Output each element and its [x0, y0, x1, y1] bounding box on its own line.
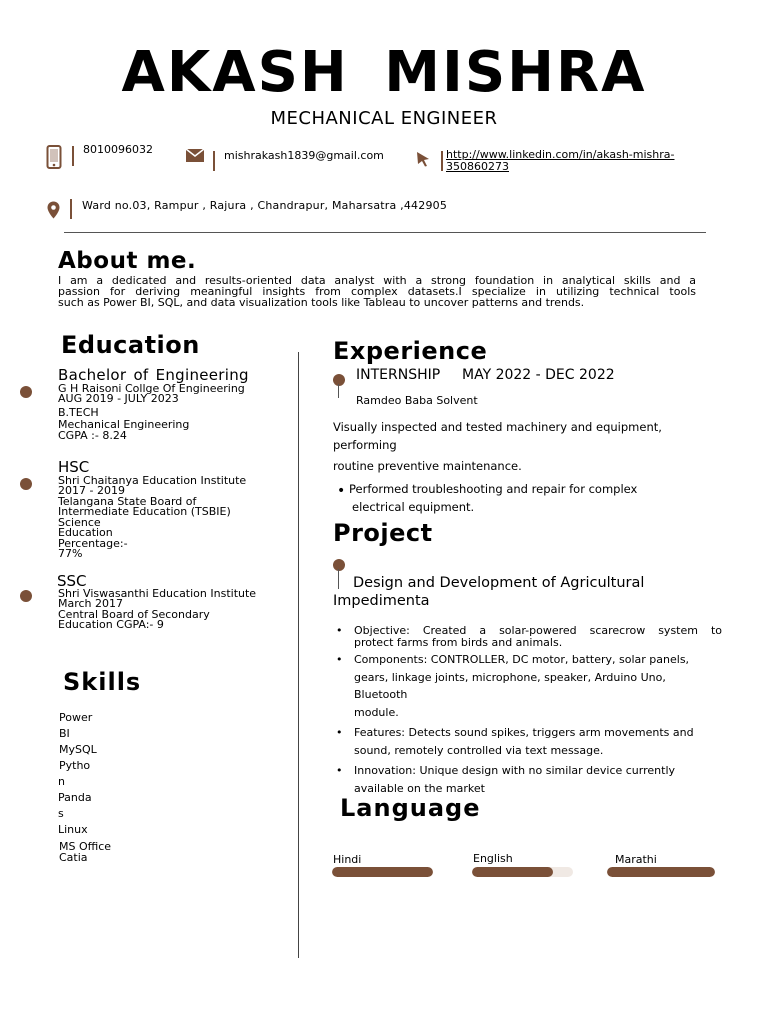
education-detail: 77% — [58, 547, 83, 560]
contact-divider — [70, 199, 72, 219]
timeline-dot — [20, 386, 32, 398]
linkedin-link[interactable] — [446, 149, 674, 173]
language-name: Marathi — [615, 853, 657, 866]
phone-number[interactable]: 8010096032 — [83, 143, 153, 156]
education-heading: Education — [61, 331, 200, 359]
education-detail: Intermediate Education (TSBIE) — [58, 505, 231, 518]
language-level-fill — [607, 867, 715, 877]
column-divider — [298, 352, 299, 958]
project-title: Design and Development of Agricultural — [353, 575, 645, 591]
timeline-dot — [333, 374, 345, 386]
education-degree: SSC — [57, 572, 87, 590]
education-detail: Percentage:- — [58, 537, 128, 550]
education-detail: B.TECH — [58, 406, 99, 419]
skills-heading: Skills — [63, 668, 142, 696]
language-level-bar — [332, 867, 433, 877]
skill-item: Linux — [58, 823, 88, 836]
education-detail: 2017 - 2019 — [58, 484, 125, 497]
linkedin-link-line2[interactable]: 350860273 — [446, 160, 509, 173]
education-detail: CGPA :- 8.24 — [58, 429, 127, 442]
experience-heading: Experience — [333, 337, 488, 365]
language-level-bar — [607, 867, 715, 877]
timeline-dot — [20, 478, 32, 490]
email-address[interactable]: mishrakash1839@gmail.com — [224, 149, 384, 162]
language-name: English — [473, 852, 513, 865]
list-item: • Features: Detects sound spikes, triggers arm movements and sound, remotely controlled via text message. — [334, 724, 722, 759]
language-level-fill — [332, 867, 433, 877]
header-divider — [64, 232, 706, 233]
location-pin-icon — [47, 201, 60, 223]
education-detail: Telangana State Board of — [58, 495, 197, 508]
skill-item: Catia — [59, 851, 88, 864]
timeline-line — [338, 569, 339, 589]
education-detail: Education CGPA:- 9 — [58, 618, 164, 631]
experience-company: Ramdeo Baba Solvent — [356, 394, 478, 407]
skill-item: n — [58, 775, 65, 788]
list-item: • Objective: Created a solar-powered scarecrow system to protect farms from birds and animals. — [334, 625, 722, 649]
skill-item: MS Office — [59, 840, 112, 853]
education-detail: AUG 2019 - JULY 2023 — [58, 392, 179, 405]
timeline-dot — [333, 559, 345, 571]
experience-bullet: Performed troubleshooting and repair for complex — [349, 482, 638, 496]
about-line: passion for deriving meaningful insights from complex datasets.I specialize in utilizing technical tools — [58, 285, 696, 298]
language-level-bar — [472, 867, 573, 877]
education-degree: HSC — [58, 458, 90, 476]
education-detail: Shri Chaitanya Education Institute — [58, 474, 247, 487]
mail-icon — [186, 147, 204, 166]
education-detail: Shri Viswasanthi Education Institute — [58, 587, 257, 600]
skill-item: Panda — [58, 791, 92, 804]
experience-description: routine preventive maintenance. — [333, 459, 522, 473]
about-line: such as Power BI, SQL, and data visualization tools like Tableau to uncover patterns and trends. — [58, 296, 585, 309]
education-detail: Science — [58, 516, 101, 529]
skill-item: MySQL — [59, 743, 97, 756]
experience-description: performing — [333, 438, 397, 452]
cursor-icon — [416, 151, 430, 171]
education-detail: Mechanical Engineering — [58, 418, 190, 431]
skill-item: BI — [59, 727, 70, 740]
phone-icon — [46, 145, 62, 173]
experience-role: INTERNSHIP — [356, 367, 441, 383]
language-heading: Language — [340, 794, 481, 822]
candidate-name: AKASH MISHRA — [121, 40, 647, 105]
list-item: • Innovation: Unique design with no similar device currently available on the market — [334, 762, 722, 797]
skill-item: Power — [59, 711, 93, 724]
list-item: • Components: CONTROLLER, DC motor, battery, solar panels, gears, linkage joints, microphone, speaker, Arduino Uno, Bluetooth module. — [334, 651, 722, 721]
linkedin-link-line1[interactable]: http://www.linkedin.com/in/akash-mishra- — [446, 148, 675, 161]
experience-bullet: electrical equipment. — [352, 500, 475, 514]
timeline-dot — [20, 590, 32, 602]
address: Ward no.03, Rampur , Rajura , Chandrapur, Maharsatra ,442905 — [82, 199, 448, 212]
project-bullets — [334, 625, 722, 797]
project-title: Impedimenta — [333, 593, 430, 609]
about-line: I am a dedicated and results-oriented data analyst with a strong foundation in analytical skills and a — [58, 274, 696, 287]
education-detail: Education — [58, 526, 113, 539]
project-heading: Project — [333, 519, 433, 547]
education-detail: March 2017 — [58, 597, 124, 610]
experience-dates: MAY 2022 - DEC 2022 — [462, 367, 615, 383]
language-name: Hindi — [333, 853, 362, 866]
education-detail: G H Raisoni Collge Of Engineering — [58, 382, 245, 395]
contact-divider — [441, 151, 443, 171]
education-degree: Bachelor of Engineering — [58, 366, 249, 384]
bullet-dot: • — [337, 483, 346, 499]
about-heading: About me. — [58, 248, 197, 274]
timeline-line — [338, 384, 339, 398]
skill-item: s — [58, 807, 64, 820]
language-level-fill — [472, 867, 553, 877]
about-text — [58, 275, 696, 308]
contact-divider — [72, 146, 74, 166]
job-title: MECHANICAL ENGINEER — [270, 108, 498, 129]
education-detail: Central Board of Secondary — [58, 608, 210, 621]
contact-divider — [213, 151, 215, 171]
skill-item: Pytho — [59, 759, 91, 772]
experience-description: Visually inspected and tested machinery and equipment, — [333, 420, 662, 434]
